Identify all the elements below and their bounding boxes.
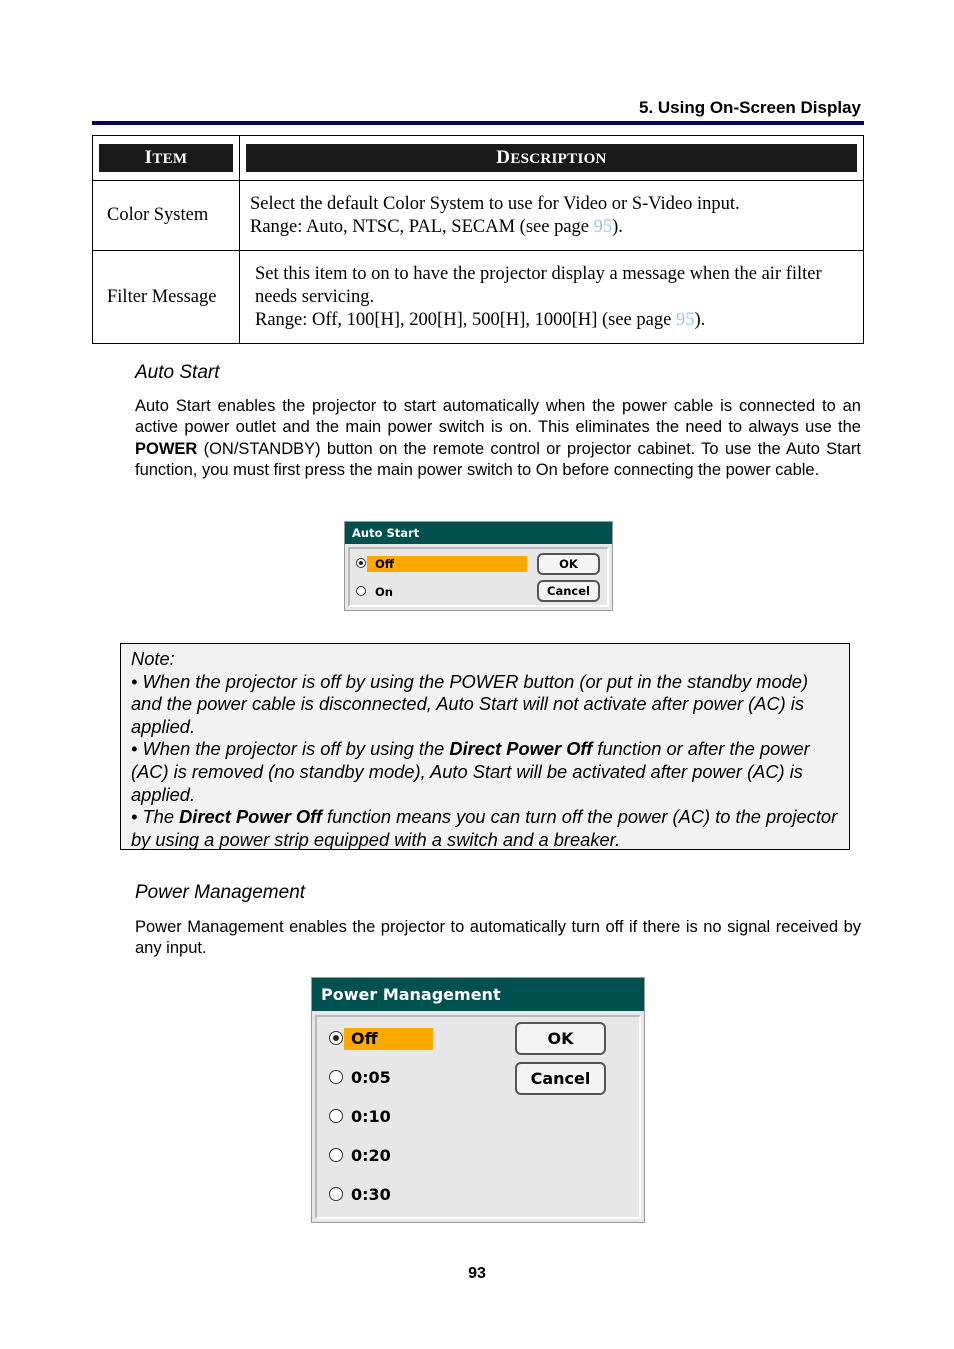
power-management-paragraph: Power Management enables the projector to automatically turn off if there is no signal received by any input. [135, 918, 861, 958]
radio-off[interactable] [329, 1031, 343, 1045]
header-rule [92, 121, 864, 125]
note-bullet: • When the projector is off by using the POWER button (or put in the standby mode) and the power cable is disconnected, Auto Start will not activate after power (AC) is applied. [131, 670, 809, 737]
radio-0-05[interactable] [329, 1070, 343, 1084]
table-row [93, 251, 864, 344]
settings-table [92, 135, 864, 344]
ok-button[interactable]: OK [515, 1022, 606, 1055]
option-label: Off [351, 1029, 378, 1048]
power-management-heading: Power Management [135, 882, 306, 903]
note-bullet: • When the projector is off by using the Direct Power Off function or after the power (AC) is removed (no standby mode), Auto Start will be activated after power (AC) is applied. [131, 738, 810, 805]
auto-start-dialog [344, 521, 613, 611]
radio-0-20[interactable] [329, 1148, 343, 1162]
power-management-dialog [311, 977, 645, 1223]
radio-0-30[interactable] [329, 1187, 343, 1201]
item-description: Select the default Color System to use for Video or S-Video input. Range: Auto, NTSC, PAL, SECAM (see page 95). [240, 181, 864, 251]
note-label: Note: [131, 648, 175, 669]
page-number: 93 [468, 1265, 486, 1282]
dialog-title: Power Management [312, 978, 644, 1011]
dialog-title: Auto Start [345, 522, 612, 544]
radio-on[interactable] [356, 586, 366, 596]
option-label: 0:30 [351, 1185, 391, 1204]
radio-off[interactable] [356, 558, 366, 568]
option-label: 0:05 [351, 1068, 391, 1087]
auto-start-heading: Auto Start [135, 362, 220, 383]
item-description: Set this item to on to have the projector display a message when the air filter needs servicing. Range: Off, 100[H], 200[H], 500[H], 1000[H] (see page 95). [240, 251, 864, 344]
column-header-item: ITEM [99, 144, 233, 172]
cancel-button[interactable]: Cancel [537, 580, 600, 602]
page-link[interactable]: 95 [675, 309, 695, 330]
option-off-label: Off [375, 557, 395, 571]
ok-button[interactable]: OK [537, 553, 600, 575]
item-name: Filter Message [93, 251, 240, 344]
cancel-button[interactable]: Cancel [515, 1062, 606, 1095]
note-box [120, 643, 850, 850]
option-on-label: On [375, 585, 393, 599]
section-header: 5. Using On-Screen Display [638, 98, 861, 117]
table-header-row [93, 136, 864, 181]
auto-start-paragraph: Auto Start enables the projector to start automatically when the power cable is connected to an active power outlet and the main power switch is on. This eliminates the need to always use the POWER (ON/STANDBY) button on the remote control or projector cabinet. To use the Auto Start function, you must first press the main power switch to On before connecting the power cable. [135, 397, 861, 479]
note-bullet: • The Direct Power Off function means you can turn off the power (AC) to the projector by using a power strip equipped with a switch and a breaker. [131, 806, 838, 850]
table-row [93, 181, 864, 251]
option-label: 0:20 [351, 1146, 391, 1165]
option-label: 0:10 [351, 1107, 391, 1126]
radio-0-10[interactable] [329, 1109, 343, 1123]
item-name: Color System [93, 181, 240, 251]
column-header-description: DESCRIPTION [246, 144, 857, 172]
page-link[interactable]: 95 [593, 216, 613, 237]
